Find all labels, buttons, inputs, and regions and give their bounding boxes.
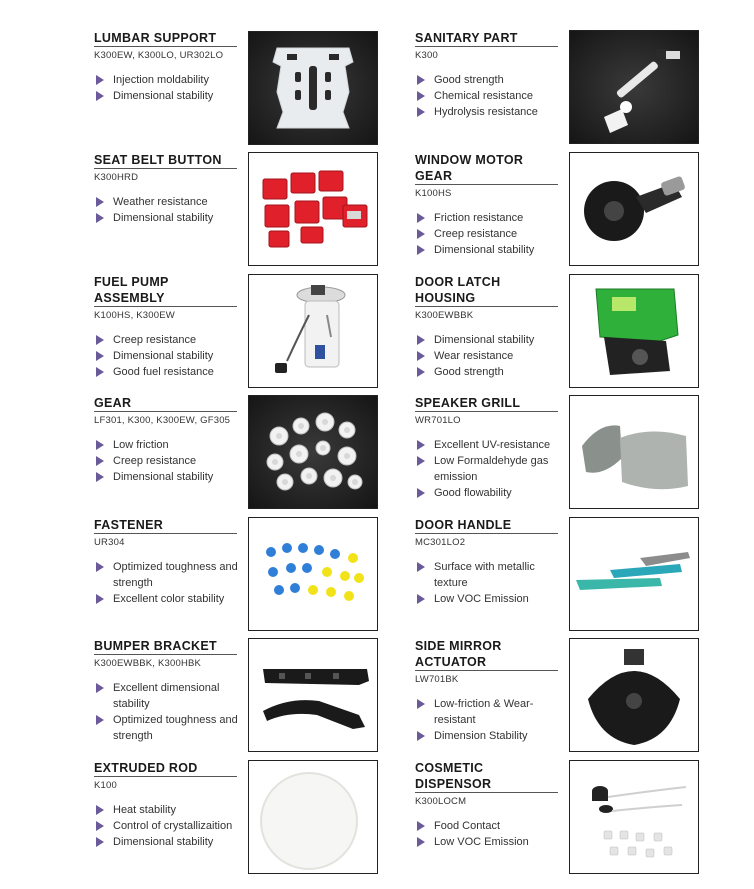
triangle-bullet-icon	[96, 213, 104, 223]
product-grade: UR304	[94, 537, 125, 548]
product-card-window-motor-gear	[415, 152, 715, 270]
product-grade: K100HS, K300EW	[94, 310, 175, 321]
property-item: Good strength	[415, 72, 560, 88]
product-grade: K300	[415, 50, 438, 61]
product-title: GEAR	[94, 395, 237, 412]
product-card-lumbar-support	[94, 30, 394, 148]
property-item: Weather resistance	[94, 194, 239, 210]
triangle-bullet-icon	[417, 75, 425, 85]
property-item: Control of crystallizaition	[94, 818, 239, 834]
product-title: EXTRUDED ROD	[94, 760, 237, 777]
product-grade: LW701BK	[415, 674, 459, 685]
property-item: Chemical resistance	[415, 88, 560, 104]
triangle-bullet-icon	[96, 335, 104, 345]
property-item: Optimized toughness and strength	[94, 559, 239, 591]
property-item: Creep resistance	[94, 453, 239, 469]
product-grade: K300EW, K300LO, UR302LO	[94, 50, 224, 61]
product-grade: LF301, K300, K300EW, GF305	[94, 415, 231, 426]
product-grade: K300HRD	[94, 172, 139, 183]
product-title: DOOR LATCH HOUSING	[415, 274, 558, 307]
product-title: SEAT BELT BUTTON	[94, 152, 237, 169]
property-item: Good fuel resistance	[94, 364, 239, 380]
seat-belt-button-photo	[248, 152, 378, 266]
property-list	[94, 194, 239, 226]
sanitary-part-photo	[569, 30, 699, 144]
triangle-bullet-icon	[417, 821, 425, 831]
triangle-bullet-icon	[417, 367, 425, 377]
property-item: Surface with metallic texture	[415, 559, 560, 591]
property-list	[94, 332, 239, 380]
property-list	[415, 210, 560, 258]
side-mirror-actuator-photo	[569, 638, 699, 752]
property-item: Dimensional stability	[94, 834, 239, 850]
triangle-bullet-icon	[96, 562, 104, 572]
product-grade: K100	[94, 780, 117, 791]
property-item: Optimized toughness and strength	[94, 712, 239, 744]
property-item: Dimensional stability	[94, 88, 239, 104]
product-card-fastener	[94, 517, 394, 635]
property-item: Creep resistance	[415, 226, 560, 242]
property-item: Low Formaldehyde gas emission	[415, 453, 560, 485]
product-title: LUMBAR SUPPORT	[94, 30, 237, 47]
triangle-bullet-icon	[96, 456, 104, 466]
gear-photo	[248, 395, 378, 509]
product-card-sanitary-part	[415, 30, 715, 148]
triangle-bullet-icon	[96, 715, 104, 725]
property-item: Excellent color stability	[94, 591, 239, 607]
triangle-bullet-icon	[417, 335, 425, 345]
property-list	[415, 332, 560, 380]
triangle-bullet-icon	[96, 837, 104, 847]
door-handle-photo	[569, 517, 699, 631]
property-item: Heat stability	[94, 802, 239, 818]
product-card-extruded-rod	[94, 760, 394, 878]
property-item: Low VOC Emission	[415, 834, 560, 850]
product-title: SPEAKER GRILL	[415, 395, 558, 412]
triangle-bullet-icon	[96, 472, 104, 482]
property-list	[415, 696, 560, 744]
cosmetic-dispensor-photo	[569, 760, 699, 874]
product-card-gear	[94, 395, 394, 513]
triangle-bullet-icon	[417, 699, 425, 709]
triangle-bullet-icon	[96, 75, 104, 85]
product-title: BUMPER BRACKET	[94, 638, 237, 655]
triangle-bullet-icon	[417, 440, 425, 450]
product-title: SIDE MIRROR ACTUATOR	[415, 638, 558, 671]
triangle-bullet-icon	[417, 107, 425, 117]
property-list	[415, 72, 560, 120]
product-title: DOOR HANDLE	[415, 517, 558, 534]
property-item: Dimensional stability	[94, 469, 239, 485]
door-latch-housing-photo	[569, 274, 699, 388]
product-title: FASTENER	[94, 517, 237, 534]
product-title: SANITARY PART	[415, 30, 558, 47]
property-item: Good strength	[415, 364, 560, 380]
lumbar-support-photo	[248, 31, 378, 145]
triangle-bullet-icon	[96, 440, 104, 450]
property-list	[94, 680, 239, 744]
product-grade: K100HS	[415, 188, 452, 199]
triangle-bullet-icon	[417, 837, 425, 847]
property-list	[94, 802, 239, 850]
property-item: Dimensional stability	[94, 348, 239, 364]
property-item: Excellent dimensional stability	[94, 680, 239, 712]
triangle-bullet-icon	[96, 805, 104, 815]
triangle-bullet-icon	[96, 197, 104, 207]
property-item: Injection moldability	[94, 72, 239, 88]
property-item: Hydrolysis resistance	[415, 104, 560, 120]
extruded-rod-photo	[248, 760, 378, 874]
product-card-door-handle	[415, 517, 715, 635]
product-title: FUEL PUMP ASSEMBLY	[94, 274, 237, 307]
property-list	[415, 437, 560, 501]
property-item: Creep resistance	[94, 332, 239, 348]
triangle-bullet-icon	[96, 821, 104, 831]
triangle-bullet-icon	[96, 594, 104, 604]
triangle-bullet-icon	[417, 229, 425, 239]
product-card-side-mirror-actuator	[415, 638, 715, 756]
product-grade: K300EWBBK	[415, 310, 474, 321]
property-item: Dimensional stability	[94, 210, 239, 226]
triangle-bullet-icon	[417, 245, 425, 255]
triangle-bullet-icon	[417, 456, 425, 466]
product-card-door-latch-housing	[415, 274, 715, 392]
property-item: Dimension Stability	[415, 728, 560, 744]
fuel-pump-assembly-photo	[248, 274, 378, 388]
product-grade: K300LOCM	[415, 796, 467, 807]
product-card-speaker-grill	[415, 395, 715, 513]
property-item: Excellent UV-resistance	[415, 437, 560, 453]
property-item: Good flowability	[415, 485, 560, 501]
property-item: Low friction	[94, 437, 239, 453]
product-title: COSMETIC DISPENSOR	[415, 760, 558, 793]
bumper-bracket-photo	[248, 638, 378, 752]
triangle-bullet-icon	[417, 213, 425, 223]
product-grade: WR701LO	[415, 415, 461, 426]
window-motor-gear-photo	[569, 152, 699, 266]
triangle-bullet-icon	[417, 488, 425, 498]
triangle-bullet-icon	[417, 91, 425, 101]
triangle-bullet-icon	[417, 731, 425, 741]
triangle-bullet-icon	[417, 562, 425, 572]
product-card-fuel-pump-assembly	[94, 274, 394, 392]
property-item: Low-friction & Wear-resistant	[415, 696, 560, 728]
property-list	[94, 559, 239, 607]
property-item: Dimensional stability	[415, 332, 560, 348]
triangle-bullet-icon	[96, 351, 104, 361]
property-list	[415, 818, 560, 850]
product-card-bumper-bracket	[94, 638, 394, 756]
property-item: Dimensional stability	[415, 242, 560, 258]
product-title: WINDOW MOTOR GEAR	[415, 152, 558, 185]
triangle-bullet-icon	[96, 683, 104, 693]
property-list	[94, 72, 239, 104]
property-item: Low VOC Emission	[415, 591, 560, 607]
property-list	[94, 437, 239, 485]
triangle-bullet-icon	[417, 594, 425, 604]
triangle-bullet-icon	[96, 91, 104, 101]
property-list	[415, 559, 560, 607]
property-item: Friction resistance	[415, 210, 560, 226]
speaker-grill-photo	[569, 395, 699, 509]
triangle-bullet-icon	[417, 351, 425, 361]
product-grade: MC301LO2	[415, 537, 466, 548]
fastener-photo	[248, 517, 378, 631]
property-item: Wear resistance	[415, 348, 560, 364]
property-item: Food Contact	[415, 818, 560, 834]
product-card-cosmetic-dispensor	[415, 760, 715, 878]
product-card-seat-belt-button	[94, 152, 394, 270]
product-grade: K300EWBBK, K300HBK	[94, 658, 202, 669]
triangle-bullet-icon	[96, 367, 104, 377]
